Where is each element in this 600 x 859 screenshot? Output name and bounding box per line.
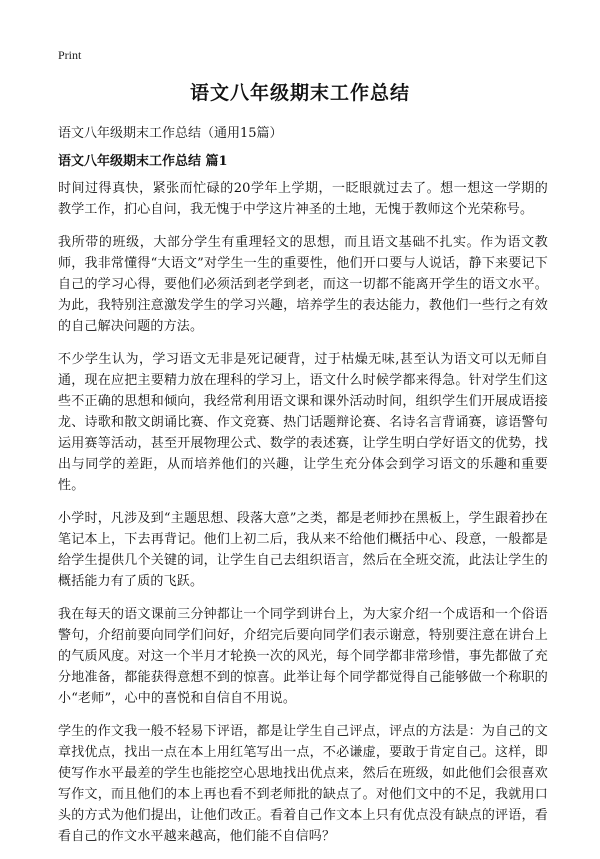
article-body: [58, 178, 548, 859]
paragraph-3: 不少学生认为，学习语文无非是死记硬背，过于枯燥无味,甚至认为语文可以无师自通，现在应把主要精力放在理科的学习上，语文什么时候学都来得急。针对学生们这些不正确的思想和倾向，我经常利用语文课和课外活动时间，组织学生们开展成语接龙、诗歌和散文朗诵比赛、作文竞赛、热门话题辩论赛、名诗名言背诵赛，谚语警句运用赛等活动，甚至开展物理公式、数学的表述赛，让学生明白学好语文的优势，找出与同学的差距，从而培养他们的兴趣，让学生充分体会到学习语文的乐趣和重要性。: [58, 352, 548, 493]
paragraph-5: 我在每天的语文课前三分钟都让一个同学到讲台上，为大家介绍一个成语和一个俗语警句，介绍前要向同学们问好，介绍完后要向同学们表示谢意，特别要注意在讲台上的气质风度。对这一个半月才轮换一次的风光，每个同学都非常珍惜，事先都做了充分地准备，都能获得意想不到的惊喜。此举让每个同学都觉得自己能够做一个称职的小“老师”，心中的喜悦和自信自不用说。: [58, 607, 548, 706]
paragraph-4: 小学时，凡涉及到“主题思想、段落大意”之类，都是老师抄在黑板上，学生跟着抄在笔记本上，下去再背记。他们上初二后，我从来不给他们概括中心、段意，一般都是给学生提供几个关键的词，让学生自己去组织语言，然后在全班交流，此法让学生的概括能力有了质的飞跃。: [58, 511, 548, 589]
document-subtitle: 语文八年级期末工作总结（通用15篇）: [58, 126, 283, 141]
document-title: 语文八年级期末工作总结: [189, 82, 410, 104]
paragraph-1: 时间过得真快，紧张而忙碌的20学年上学期，一眨眼就过去了。想一想这一学期的教学工作，扪心自问，我无愧于中学这片神圣的土地，无愧于教师这个光荣称号。: [58, 181, 548, 217]
paragraph-6: 学生的作文我一般不轻易下评语，都是让学生自己评点，评点的方法是：为自己的文章找优点，找出一点在本上用红笔写出一点，不必谦虚，要敢于肯定自己。这样，即使写作水平最差的学生也能挖空心思地找出优点来，然后在班级，如此他们会很喜欢写作文，而且他们的本上再也看不到老师批的缺点了。对他们文中的不足，我就用口头的方式为他们提出，让他们改正。看着自己作文本上只有优点没有缺点的评语，看看自己的作文水平越来越高，他们能不自信吗？: [58, 724, 548, 844]
section-heading: 语文八年级期末工作总结 篇1: [58, 154, 228, 169]
paragraph-2: 我所带的班级，大部分学生有重理轻文的思想，而且语文基础不扎实。作为语文教师，我非常懂得“大语文”对学生一生的重要性，他们开口要与人说话，静下来要记下自己的学习心得，要他们必须活到老学到老，而这一切都不能离开学生的语文水平。为此，我特别注意激发学生的学习兴趣，培养学生的表达能力，教他们一些行之有效的自己解决问题的方法。: [58, 235, 548, 334]
print-link[interactable]: Print: [58, 48, 82, 62]
